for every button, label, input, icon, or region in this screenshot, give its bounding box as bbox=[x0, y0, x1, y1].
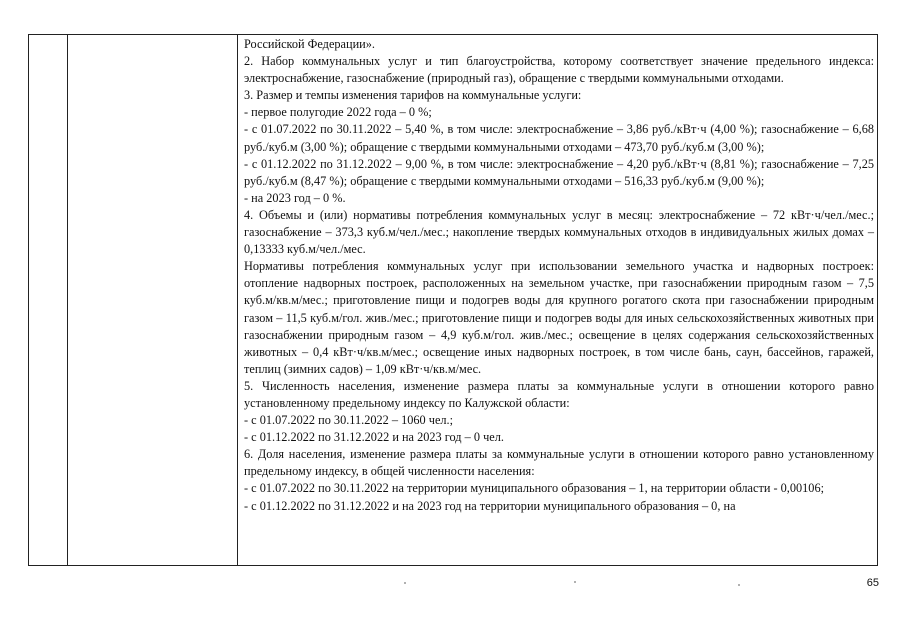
paragraph: 5. Численность населения, изменение размера платы за коммунальные услуги в отношении которого равно установленному предельному индексу по Калужской области: bbox=[244, 378, 874, 410]
paragraph: - с 01.12.2022 по 31.12.2022 и на 2023 год на территории муниципального образования – 0, на bbox=[244, 498, 736, 513]
column-divider bbox=[67, 35, 68, 565]
scan-speck bbox=[738, 584, 740, 586]
paragraph: Нормативы потребления коммунальных услуг при использовании земельного участка и надворных построек: отопление надворных построек, расположенных на земельном участке, при газоснабжении природным газом – 7,5 куб.м/кв.м/мес.; приготовление пищи и подогрев воды для крупного рогатого скота при газоснабжении природным газом – 11,5 куб.м/гол. жив./мес.; приготовление пищи и подогрев воды для иных сельскохозяйственных животных при газоснабжении природным газом – 4,9 куб.м/гол. жив./мес.; освещение в целях содержания сельскохозяйственных животных – 0,4 кВт·ч/кв.м/мес.; освещение иных надворных построек, в том числе бань, саун, бассейнов, гаражей, теплиц (зимних садов) – 1,09 кВт·ч/кв.м/мес. bbox=[244, 259, 874, 376]
paragraph: 3. Размер и темпы изменения тарифов на коммунальные услуги: bbox=[244, 88, 582, 103]
paragraph: 4. Объемы и (или) нормативы потребления коммунальных услуг в месяц: электроснабжение – 72 кВт·ч/чел./мес.; газоснабжение – 373,3 куб.м/чел./мес.; накопление твердых коммунальных отходов в индивидуальных жилых домах – 0,13333 куб.м/чел./мес. bbox=[244, 207, 874, 257]
paragraph: - с 01.12.2022 по 31.12.2022 – 9,00 %, в том числе: электроснабжение – 4,20 руб./кВт·ч (8,81 %); газоснабжение – 7,25 руб./куб.м (8,47 %); обращение с твердыми коммунальными отходами – 516,33 руб./куб.м (9,00 %); bbox=[244, 156, 874, 188]
paragraph: - на 2023 год – 0 %. bbox=[244, 190, 346, 205]
paragraph: - с 01.12.2022 по 31.12.2022 и на 2023 год – 0 чел. bbox=[244, 430, 504, 445]
document-table bbox=[28, 34, 878, 566]
paragraph: - с 01.07.2022 по 30.11.2022 – 5,40 %, в том числе: электроснабжение – 3,86 руб./кВт·ч (4,00 %); газоснабжение – 6,68 руб./куб.м (3,00 %); обращение с твердыми коммунальными отходами – 473,70 руб./куб.м (3,00 %); bbox=[244, 122, 874, 154]
paragraph: - первое полугодие 2022 года – 0 %; bbox=[244, 105, 432, 120]
paragraph: 6. Доля населения, изменение размера платы за коммунальные услуги в отношении которого равно установленному предельному индексу, в общей численности населения: bbox=[244, 447, 874, 479]
scan-speck bbox=[404, 582, 406, 584]
paragraph: - с 01.07.2022 по 30.11.2022 на территории муниципального образования – 1, на территории области - 0,00106; bbox=[244, 481, 825, 496]
paragraph: Российской Федерации». bbox=[244, 37, 375, 51]
paragraph: - с 01.07.2022 по 30.11.2022 – 1060 чел.; bbox=[244, 413, 454, 428]
table-cell-text bbox=[244, 36, 874, 515]
paragraph: 2. Набор коммунальных услуг и тип благоустройства, которому соответствует значение предельного индекса: электроснабжение, газоснабжение (природный газ), обращение с твердыми коммунальными отходами. bbox=[244, 54, 874, 86]
page-number: 65 bbox=[866, 577, 879, 589]
scan-speck bbox=[574, 581, 576, 583]
column-divider bbox=[237, 35, 238, 565]
